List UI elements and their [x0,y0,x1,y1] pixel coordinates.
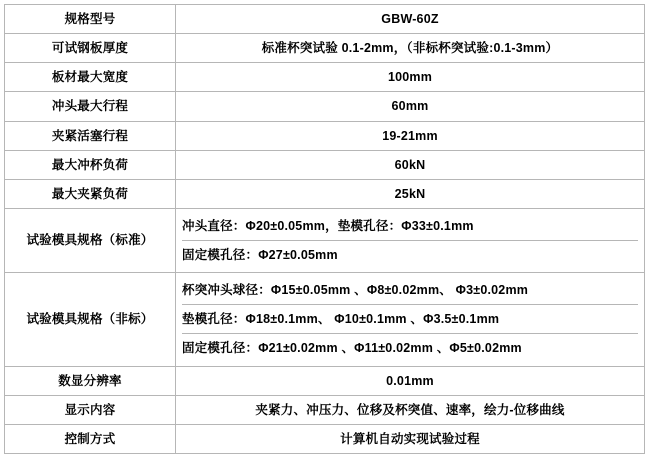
row-value-multiline [176,208,645,272]
row-label: 最大夹紧负荷 [5,179,176,208]
row-value-line: 垫模孔径：Φ18±0.1mm、 Φ10±0.1mm 、Φ3.5±0.1mm [182,304,638,331]
row-value-line: 冲头直径：Φ20±0.05mm，垫模孔径：Φ33±0.1mm [182,218,474,233]
row-label: 冲头最大行程 [5,92,176,121]
table-row [5,92,645,121]
table-body [5,5,645,454]
row-value: 60kN [176,150,645,179]
specification-table [4,4,645,454]
table-row [5,424,645,453]
row-value: GBW-60Z [176,5,645,34]
row-label: 板材最大宽度 [5,63,176,92]
row-value: 100mm [176,63,645,92]
table-row [5,208,645,272]
table-row [5,150,645,179]
table-row [5,5,645,34]
row-value-line: 杯突冲头球径：Φ15±0.05mm 、Φ8±0.02mm、 Φ3±0.02mm [182,283,529,298]
row-label: 试验模具规格（非标） [5,273,176,366]
table-row [5,121,645,150]
row-value: 夹紧力、冲压力、位移及杯突值、速率，绘力-位移曲线 [176,395,645,424]
row-value: 标准杯突试验 0.1-2mm，（非标杯突试验:0.1-3mm） [176,34,645,63]
table-row [5,34,645,63]
table-row [5,395,645,424]
row-value-line: 固定模孔径：Φ27±0.05mm [182,240,638,267]
row-label: 最大冲杯负荷 [5,150,176,179]
row-value-multiline [176,273,645,366]
table-row [5,366,645,395]
row-label: 规格型号 [5,5,176,34]
row-label: 显示内容 [5,395,176,424]
row-label: 可试钢板厚度 [5,34,176,63]
row-label: 夹紧活塞行程 [5,121,176,150]
row-label: 控制方式 [5,424,176,453]
row-value: 计算机自动实现试验过程 [176,424,645,453]
table-row [5,63,645,92]
table-row [5,273,645,366]
row-value: 60mm [176,92,645,121]
row-value: 25kN [176,179,645,208]
row-label: 试验模具规格（标准） [5,208,176,272]
row-label: 数显分辨率 [5,366,176,395]
row-value: 19-21mm [176,121,645,150]
row-value: 0.01mm [176,366,645,395]
table-row [5,179,645,208]
row-value-line: 固定模孔径：Φ21±0.02mm 、Φ11±0.02mm 、Φ5±0.02mm [182,333,638,360]
